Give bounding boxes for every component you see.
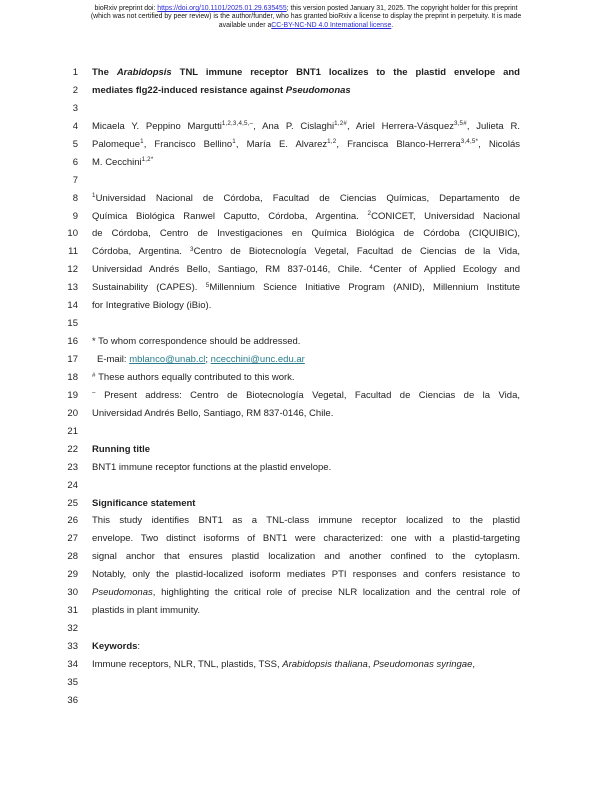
- line-text: [92, 387, 520, 405]
- line-text: [92, 530, 520, 548]
- line-text: [92, 405, 520, 423]
- text-run: Centro de Biotecnología Vegetal, Facultad de Ciencias de la Vida,: [193, 246, 520, 258]
- email-link[interactable]: ncecchini@unc.edu.ar: [210, 354, 305, 365]
- text-run: Química Biológica Ranwel Caputto, Córdoba, Argentina.: [92, 210, 368, 222]
- line-text: [92, 118, 520, 136]
- text-run: , Francisca Blanco-Herrera: [336, 138, 461, 150]
- manuscript-line: [60, 566, 520, 584]
- text-run: Millennium Science Initiative Program (ANID), Millennium Institute: [209, 282, 520, 294]
- text-run: 1,2,3,4,5,–: [221, 120, 254, 128]
- line-number: 21: [67, 425, 78, 437]
- manuscript-line: [60, 548, 520, 566]
- text-run: , María E. Alvarez: [235, 138, 328, 150]
- text-run: ,: [472, 658, 476, 670]
- text-run: M. Cecchini: [92, 156, 142, 168]
- line-number: 26: [67, 515, 78, 527]
- line-text: [92, 297, 520, 315]
- text-run: envelope. Two distinct isoforms of BNT1 were characterized: one with a plastid-targeting: [92, 533, 520, 545]
- text-run: Universidad Nacional de Córdoba, Facultad de Ciencias Químicas, Departamento de: [95, 192, 520, 204]
- text-run: * To whom correspondence should be addressed.: [92, 336, 301, 348]
- line-text: [92, 82, 520, 100]
- line-text: [92, 279, 520, 297]
- line-number: 15: [67, 318, 78, 330]
- line-text: [92, 172, 520, 190]
- line-number: 12: [67, 264, 78, 276]
- line-number: 20: [67, 407, 78, 419]
- line-text: [92, 154, 520, 172]
- manuscript-line: [60, 584, 520, 602]
- line-text: [92, 656, 520, 674]
- text-run: plastids in plant immunity.: [92, 605, 201, 617]
- line-number: 30: [67, 587, 78, 599]
- manuscript-line: [60, 82, 520, 100]
- header-notice: [26, 5, 586, 30]
- text-run: , Nicolás: [478, 138, 520, 150]
- manuscript-line: [60, 297, 520, 315]
- line-number: 32: [67, 623, 78, 635]
- manuscript-line: [60, 369, 520, 387]
- manuscript-line: [60, 512, 520, 530]
- text-run: Running title: [92, 443, 151, 455]
- text-run: Center of Applied Ecology and: [373, 264, 520, 276]
- line-number: 16: [67, 336, 78, 348]
- text-run: Keywords: [92, 641, 138, 652]
- manuscript-line: [60, 674, 520, 692]
- manuscript-line: [60, 638, 520, 656]
- text-run: TNL immune receptor BNT1 localizes to the plastid envelope and: [171, 67, 520, 78]
- line-number: 28: [67, 551, 78, 563]
- header-notice-line: [26, 22, 586, 30]
- text-run: signal anchor that ensures plastid localization and another confined to the cytoplasm.: [92, 551, 520, 563]
- line-number: 35: [67, 676, 78, 688]
- line-number: 31: [67, 605, 78, 617]
- line-number: 14: [67, 300, 78, 312]
- text-run: :: [137, 641, 141, 652]
- text-run: bioRxiv preprint doi:: [94, 5, 158, 12]
- line-text: [92, 225, 520, 243]
- line-text: [92, 208, 520, 226]
- text-run: mediates flg22-induced resistance against: [92, 84, 286, 96]
- line-number: 24: [67, 479, 78, 491]
- line-number: 17: [67, 354, 78, 365]
- manuscript-line: [60, 261, 520, 279]
- line-text: [92, 243, 520, 261]
- line-number: 4: [72, 120, 78, 132]
- text-run: Pseudomonas: [285, 84, 351, 96]
- line-number: 5: [72, 138, 78, 150]
- line-text: [92, 351, 520, 369]
- header-notice-line: [26, 5, 586, 13]
- line-number: 13: [67, 282, 78, 294]
- manuscript-line: [60, 190, 520, 208]
- line-number: 25: [67, 497, 78, 509]
- license-link[interactable]: CC-BY-NC-ND 4.0 International license: [271, 21, 392, 29]
- text-run: 1,2: [327, 138, 337, 146]
- line-number: 8: [72, 192, 78, 204]
- text-run: available under a: [218, 21, 272, 29]
- line-number: 34: [67, 658, 78, 670]
- manuscript-line: [60, 64, 520, 82]
- manuscript-line: [60, 243, 520, 261]
- line-text: [92, 548, 520, 566]
- line-number: 18: [67, 371, 78, 383]
- manuscript-line: [60, 225, 520, 243]
- line-text: [92, 64, 520, 82]
- manuscript-line: [60, 477, 520, 495]
- line-number: 19: [67, 389, 78, 401]
- text-run: 4: [369, 263, 374, 271]
- text-run: , highlighting the critical role of precise NLR localization and the central role of: [152, 587, 520, 599]
- line-text: [92, 441, 520, 459]
- manuscript-line: [60, 100, 520, 118]
- text-run: BNT1 immune receptor functions at the plastid envelope.: [92, 461, 332, 473]
- text-run: (which was not certified by peer review) is the author/funder, who has granted bioRxiv a license to display the preprint in perpetuity. It is made: [90, 13, 522, 21]
- manuscript-line: [60, 602, 520, 620]
- manuscript-body: [60, 64, 520, 710]
- text-run: Arabidopsis thaliana: [282, 658, 368, 670]
- line-text: [92, 333, 520, 351]
- line-number: 1: [72, 67, 78, 78]
- text-run: This study identifies BNT1 as a TNL-class immune receptor localized to the plastid: [92, 515, 520, 527]
- text-run: Universidad Andrés Bello, Santiago, RM 837-0146, Chile.: [92, 407, 334, 419]
- manuscript-line: [60, 441, 520, 459]
- text-run: Córdoba, Argentina.: [92, 246, 190, 258]
- line-number: 23: [67, 461, 78, 473]
- manuscript-line: [60, 172, 520, 190]
- text-run: ;: [205, 354, 211, 365]
- line-number: 7: [72, 174, 78, 186]
- manuscript-line: [60, 351, 520, 369]
- text-run: 2: [367, 210, 372, 218]
- line-number: 36: [67, 694, 78, 706]
- text-run: Palomeque: [92, 138, 141, 150]
- manuscript-line: [60, 208, 520, 226]
- line-number: 3: [72, 102, 78, 114]
- text-run: , Julieta R.: [466, 120, 520, 132]
- line-number: 29: [67, 569, 78, 581]
- line-text: [92, 190, 520, 208]
- text-run: 3: [189, 245, 194, 253]
- text-run: ,: [367, 658, 374, 670]
- manuscript-line: [60, 118, 520, 136]
- text-run: –: [92, 389, 96, 397]
- line-number: 27: [67, 533, 78, 545]
- text-run: #: [92, 371, 96, 379]
- text-run: 1: [140, 138, 144, 146]
- line-text: [92, 459, 520, 477]
- line-text: [92, 369, 520, 387]
- manuscript-line: [60, 279, 520, 297]
- text-run: for Integrative Biology (iBio).: [92, 300, 212, 312]
- text-run: 1: [92, 192, 96, 200]
- text-run: 1,2*: [141, 156, 154, 164]
- text-run: 1,2#: [334, 120, 347, 128]
- line-number: 11: [68, 246, 78, 258]
- text-run: , Ana P. Cislaghi: [253, 120, 335, 132]
- manuscript-line: [60, 405, 520, 423]
- manuscript-line: [60, 530, 520, 548]
- manuscript-line: [60, 333, 520, 351]
- line-text: [92, 495, 520, 513]
- line-number: 33: [67, 641, 78, 652]
- text-run: .: [391, 21, 394, 29]
- text-run: Notably, only the plastid-localized isoform mediates PTI responses and confers resistance to: [92, 569, 520, 581]
- manuscript-line: [60, 656, 520, 674]
- line-text: [92, 602, 520, 620]
- text-run: , Ariel Herrera-Vásquez: [347, 120, 454, 132]
- line-number: 9: [72, 210, 78, 222]
- text-run: , Francisco Bellino: [143, 138, 233, 150]
- text-run: Universidad Andrés Bello, Santiago, RM 837-0146, Chile.: [92, 264, 370, 276]
- text-run: Pseudomonas syringae: [373, 658, 473, 670]
- text-run: ; this version posted January 31, 2025. The copyright holder for this preprint: [286, 5, 518, 12]
- text-run: Significance statement: [92, 497, 196, 509]
- text-run: 3,5#: [454, 120, 467, 128]
- line-text: [92, 674, 520, 692]
- line-number: 2: [72, 84, 78, 96]
- text-run: Immune receptors, NLR, TNL, plastids, TSS,: [92, 658, 283, 670]
- text-run: Pseudomonas: [92, 587, 153, 599]
- manuscript-line: [60, 620, 520, 638]
- line-text: [92, 566, 520, 584]
- line-text: [92, 638, 520, 656]
- line-number: 6: [72, 156, 78, 168]
- text-run: de Córdoba, Centro de Investigaciones en Química Biológica de Córdoba (CIQUIBIC),: [92, 228, 520, 240]
- line-text: [92, 423, 520, 441]
- line-text: [92, 100, 520, 118]
- text-run: Arabidopsis: [116, 67, 172, 78]
- text-run: 1: [232, 138, 236, 146]
- text-run: CONICET, Universidad Nacional: [371, 210, 520, 222]
- manuscript-line: [60, 136, 520, 154]
- text-run: Sustainability (CAPES).: [92, 282, 206, 294]
- text-run: 5: [205, 281, 210, 289]
- line-text: [92, 692, 520, 710]
- text-run: 3,4,5*: [460, 138, 479, 146]
- header-notice-line: [26, 13, 586, 21]
- line-text: [92, 584, 520, 602]
- text-run: Micaela Y. Peppino Margutti: [92, 120, 222, 132]
- text-run: E-mail:: [97, 354, 130, 365]
- manuscript-line: [60, 692, 520, 710]
- line-text: [92, 477, 520, 495]
- manuscript-line: [60, 154, 520, 172]
- text-run: The: [92, 67, 117, 78]
- manuscript-line: [60, 495, 520, 513]
- line-number: 10: [67, 228, 78, 240]
- text-run: Present address: Centro de Biotecnología Vegetal, Facultad de Ciencias de la Vida,: [95, 389, 520, 401]
- manuscript-line: [60, 387, 520, 405]
- email-link[interactable]: mblanco@unab.cl: [129, 354, 206, 365]
- line-number: 22: [67, 443, 78, 455]
- line-text: [92, 315, 520, 333]
- line-text: [92, 620, 520, 638]
- line-text: [92, 512, 520, 530]
- doi-link[interactable]: https://doi.org/10.1101/2025.01.29.635455: [157, 5, 287, 12]
- line-text: [92, 136, 520, 154]
- manuscript-line: [60, 423, 520, 441]
- manuscript-line: [60, 315, 520, 333]
- text-run: These authors equally contributed to this work.: [95, 371, 295, 383]
- line-text: [92, 261, 520, 279]
- manuscript-line: [60, 459, 520, 477]
